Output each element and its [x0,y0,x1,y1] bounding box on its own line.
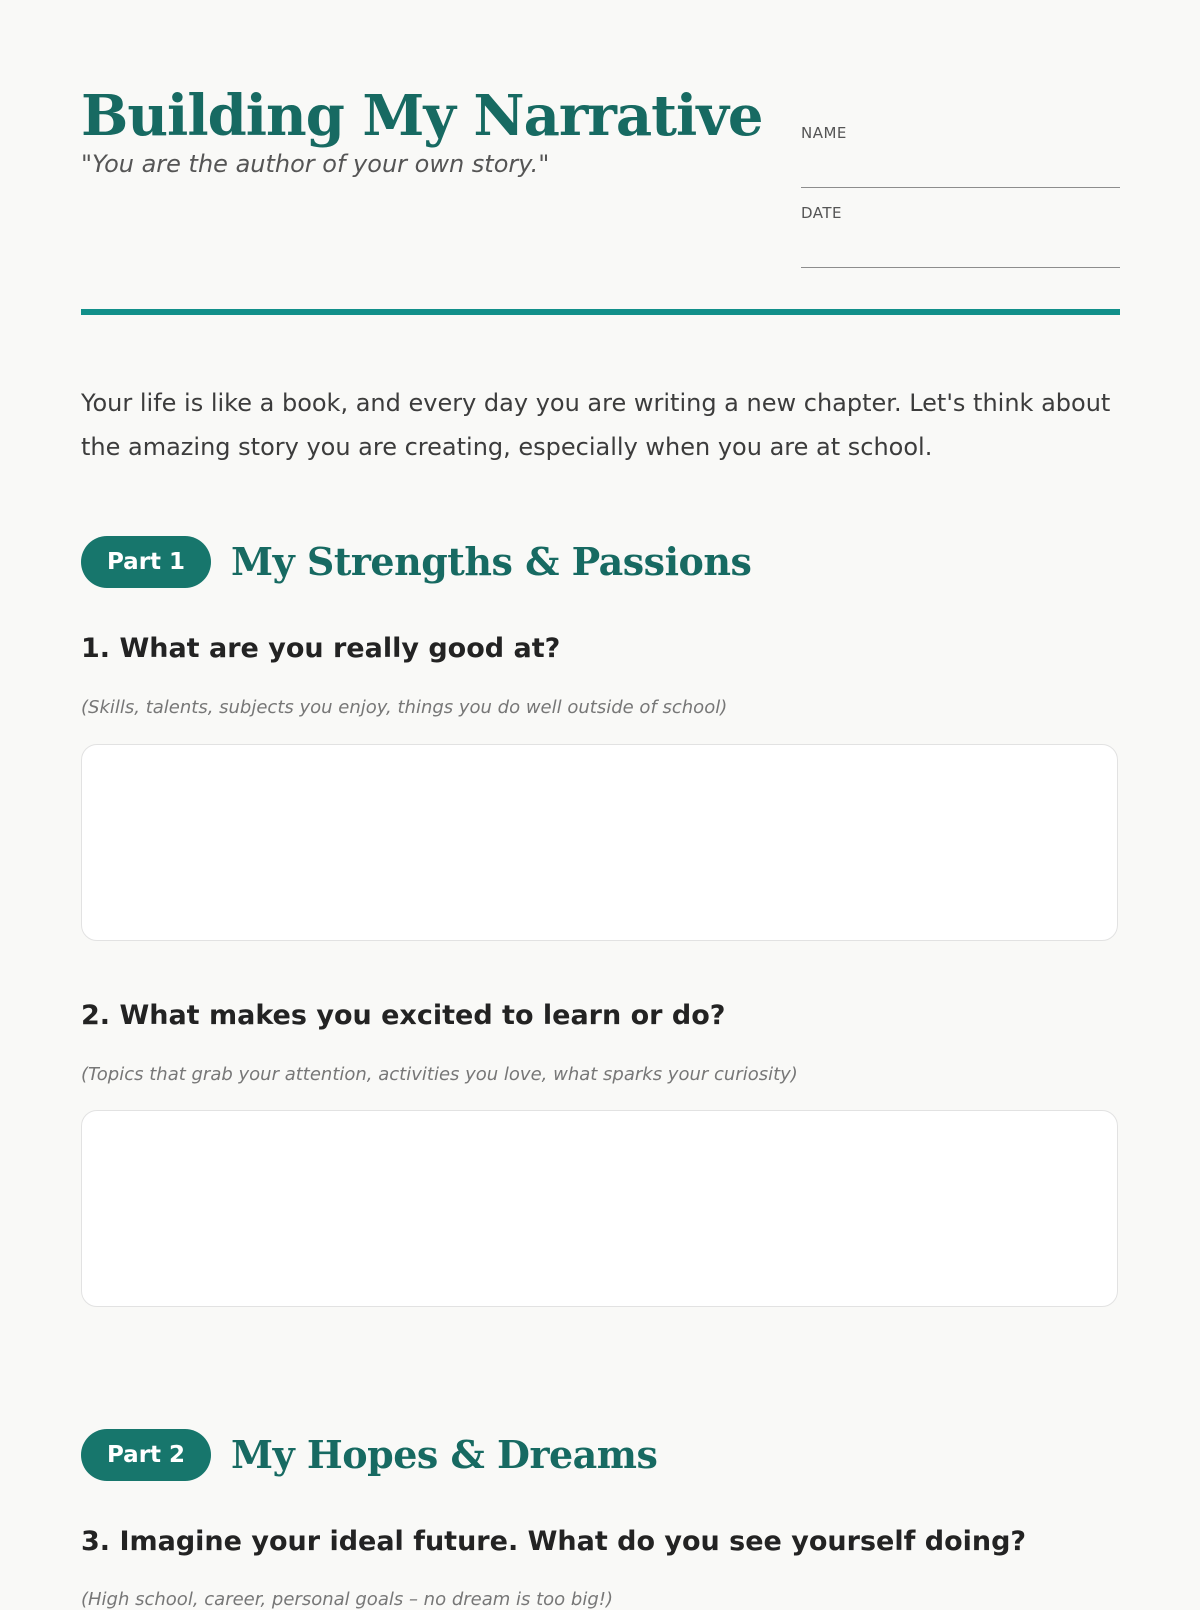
question-2-hint: (Topics that grab your attention, activities you love, what sparks your curiosity) [81,1064,798,1085]
question-1-hint: (Skills, talents, subjects you enjoy, things you do well outside of school) [81,697,728,718]
part-1-title: My Strengths & Passions [231,539,752,584]
question-3-hint: (High school, career, personal goals – no dream is too big!) [81,1589,614,1610]
intro-paragraph: Your life is like a book, and every day you are writing a new chapter. Let's think about the amazing story you are creating, especially when you are at school. [81,389,1111,461]
header-divider [81,309,1120,315]
question-2: 2. What makes you excited to learn or do? [81,1000,726,1031]
page-tagline: "You are the author of your own story." [81,150,550,178]
page-title: Building My Narrative [81,83,763,149]
date-label: DATE [801,204,843,222]
name-field[interactable] [801,187,1120,188]
part-2-badge: Part 2 [81,1429,211,1481]
question-3: 3. Imagine your ideal future. What do you see yourself doing? [81,1526,1027,1557]
part-2-title: My Hopes & Dreams [231,1432,658,1477]
answer-box-2[interactable] [81,1110,1118,1307]
name-label: NAME [801,124,847,142]
part-1-badge: Part 1 [81,536,211,588]
answer-box-1[interactable] [81,744,1118,941]
question-1: 1. What are you really good at? [81,633,561,664]
date-field[interactable] [801,267,1120,268]
